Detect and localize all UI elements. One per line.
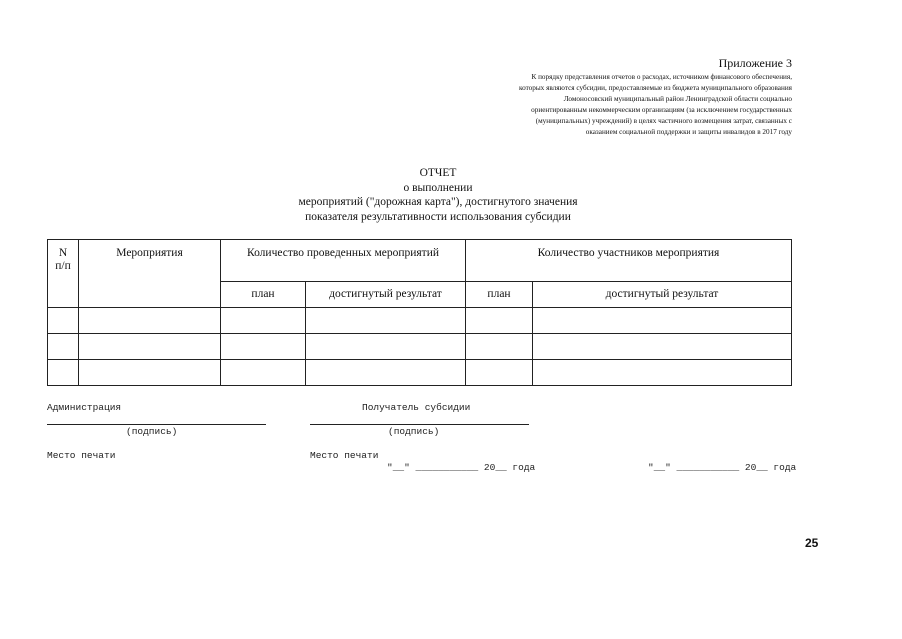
appendix-line: ориентированным некоммерческим организациям (за исключением государственных [531,106,792,114]
right-signatory-label: Получатель субсидии [362,402,471,413]
appendix-line: К порядку представления отчетов о расходах, источником финансового обеспечения, [531,73,792,81]
table-cell [79,308,221,334]
table-cell [306,308,466,334]
table-cell [533,308,792,334]
table-cell [466,334,533,360]
table-row [48,308,792,334]
appendix-title: Приложение 3 [718,56,792,70]
right-signature-caption: (подпись) [388,426,440,437]
table-cell [48,308,79,334]
report-title-line: мероприятий ("дорожная карта"), достигнутого значения [298,196,578,208]
report-title-line: показателя результативности использования субсидии [305,210,571,223]
report-title-line: ОТЧЕТ [419,167,457,179]
appendix-line: (муниципальных) учреждений) в целях частичного возмещения затрат, связанных с [535,117,792,125]
table-cell [48,334,79,360]
appendix-header [432,58,792,138]
table-cell [466,308,533,334]
table-row [48,334,792,360]
table-row [48,360,792,386]
sub-result-header: достигнутый результат [306,282,466,308]
table-cell [306,360,466,386]
appendix-line: которых являются субсидии, предоставляемые из бюджета муниципального образования [518,84,792,92]
right-signature-line [310,424,529,425]
table-cell [221,360,306,386]
table-cell [533,360,792,386]
table-header-row [48,240,792,282]
right-stamp-label: Место печати [310,450,379,461]
appendix-line: оказанием социальной поддержки и защиты инвалидов в 2017 году [585,128,792,136]
table-cell [79,334,221,360]
table-cell [48,360,79,386]
page-number: 25 [805,536,819,550]
left-signature-caption: (подпись) [126,426,178,437]
date-left: "__" ___________ 20__ года [387,462,536,473]
left-signature-line [47,424,266,425]
left-signatory-label: Администрация [47,402,122,413]
appendix-line: Ломоносовский муниципальный район Ленинградской области социально [563,95,792,103]
report-title [218,166,658,224]
report-table [47,239,792,386]
date-right: "__" ___________ 20__ года [648,462,797,473]
col-num-header: N п/п [48,240,79,308]
sub-plan-header: план [466,282,533,308]
table-cell [306,334,466,360]
col-participants-header: Количество участников мероприятия [466,240,792,282]
table-cell [221,308,306,334]
sub-result-header: достигнутый результат [533,282,792,308]
sub-plan-header: план [221,282,306,308]
table-cell [221,334,306,360]
report-title-line: о выполнении [403,181,473,194]
col-events-header: Мероприятия [79,240,221,308]
table-cell [466,360,533,386]
table-cell [533,334,792,360]
col-count-held-header: Количество проведенных мероприятий [221,240,466,282]
left-stamp-label: Место печати [47,450,116,461]
table-cell [79,360,221,386]
